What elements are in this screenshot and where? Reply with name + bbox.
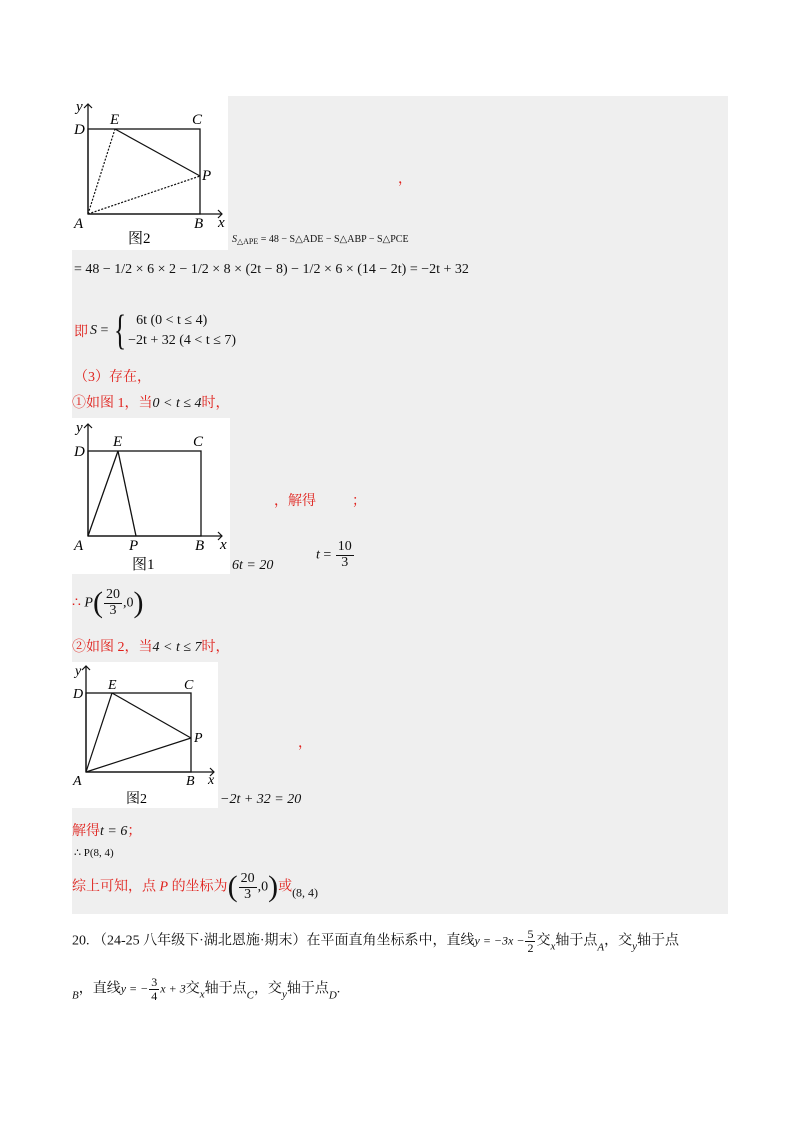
summary-prefix: 综上可知，点 xyxy=(72,879,156,895)
solve2-suffix: ； xyxy=(127,824,142,839)
piecewise-S: 即 S = { 6t (0 < t ≤ 4) −2t + 32 (4 < t ≤ 7) xyxy=(74,308,237,354)
figure-2-lower-diagram xyxy=(72,662,218,808)
figure-2-lower xyxy=(72,662,218,808)
therefore-symbol: ∴ xyxy=(72,595,81,611)
area-expansion xyxy=(74,262,469,278)
y-var-2: y xyxy=(281,988,287,1001)
case1-line xyxy=(72,392,230,412)
x-axis-at: 轴于点 xyxy=(555,933,598,949)
point-P-case2: ∴ P(8, 4) xyxy=(74,847,114,859)
summary-mid: 的坐标为 xyxy=(171,879,228,895)
cross-y-text-2: ，交 xyxy=(253,981,282,997)
point-a: A xyxy=(597,941,605,954)
problem-20-line-1 xyxy=(72,928,732,958)
x-var-2: x xyxy=(199,988,205,1001)
case2-condition: 4 < t ≤ 7 xyxy=(152,640,202,655)
solve2-prefix: 解得 xyxy=(72,824,100,839)
problem-number: 20. xyxy=(72,933,90,949)
equation-2: −2t + 32 = 20 xyxy=(220,792,302,807)
figure-2-top-diagram xyxy=(72,96,228,250)
y-axis-at: 轴于点 xyxy=(636,933,679,949)
label-C: C xyxy=(193,434,204,450)
label-y: y xyxy=(76,420,83,436)
point-b: B xyxy=(72,989,79,1002)
summary-point: P xyxy=(159,879,169,895)
label-B: B xyxy=(186,774,195,789)
case1-condition: 0 < t ≤ 4 xyxy=(152,396,202,411)
figure-1-diagram xyxy=(72,418,230,574)
solve2-value: t = 6 xyxy=(100,824,128,839)
line2-frac-den: 4 xyxy=(151,988,158,1003)
t-value-1: t = $\frac{10}{3}$ xyxy=(316,539,352,570)
label-A: A xyxy=(74,538,84,554)
label-A: A xyxy=(73,774,82,789)
piecewise-case-1: 6t (0 < t ≤ 4) xyxy=(136,312,208,328)
label-E: E xyxy=(110,112,120,128)
label-C: C xyxy=(184,678,194,693)
comma-red: ， xyxy=(398,172,412,187)
summary-x-num: 20 xyxy=(240,871,255,886)
summary-x-den: 3 xyxy=(244,886,252,902)
figure-caption: 图2 xyxy=(126,792,147,807)
piecewise-S-symbol: S xyxy=(90,323,97,338)
y-var: y xyxy=(632,940,637,953)
label-E: E xyxy=(113,434,123,450)
figure-caption: 图1 xyxy=(132,557,155,573)
label-P: P xyxy=(129,538,139,554)
line2-equation-a: y = − xyxy=(120,981,149,996)
area-formula xyxy=(232,234,409,246)
p1-x-den: 3 xyxy=(109,602,117,618)
line1-frac-num: 5 xyxy=(527,927,534,941)
label-B: B xyxy=(195,538,205,554)
area-expansion-text: = 48 − 1/2 × 6 × 2 − 1/2 × 8 × (2t − 8) − 1/2 × 6 × (14 − 2t) = −2t + 32 xyxy=(74,262,469,277)
label-C: C xyxy=(192,112,203,128)
problem-20-line-2 xyxy=(72,976,340,1002)
cross-y-text: ，交 xyxy=(604,933,633,949)
line1-frac-den: 2 xyxy=(527,940,534,955)
comma-red-2: ， xyxy=(298,736,312,751)
point-P-case1: ∴ P( $\frac{20}{3}$ ,0) xyxy=(72,586,144,620)
figure-2-top xyxy=(72,96,228,250)
case2-suffix: 时， xyxy=(201,640,230,655)
area-subscript: △APE xyxy=(237,237,259,246)
case2-label: ②如图 2，当 xyxy=(72,640,153,655)
label-y: y xyxy=(76,99,83,115)
label-A: A xyxy=(74,216,84,232)
label-P: P xyxy=(202,168,212,184)
case2-line xyxy=(72,636,230,656)
part3-heading: （3）存在， xyxy=(74,370,151,385)
p1-x-num: 20 xyxy=(105,587,120,602)
label-B: B xyxy=(194,216,204,232)
label-D: D xyxy=(73,687,84,702)
summary-line: 综上可知，点 P 的坐标为( $\frac{20}{3}$ ,0)或(8, 4) xyxy=(72,870,319,904)
case1-suffix: 时， xyxy=(201,396,230,411)
t-value-den: 3 xyxy=(341,554,349,570)
problem-source: （24-25 八年级下·湖北恩施·期末）在平面直角坐标系中，直线 xyxy=(93,933,475,949)
point-c: C xyxy=(246,989,254,1002)
label-E: E xyxy=(108,678,117,693)
end-period: . xyxy=(336,981,341,997)
figure-1 xyxy=(72,418,230,574)
label-x: x xyxy=(220,537,227,553)
line2-prefix: ，直线 xyxy=(78,981,121,997)
figure-caption: 图2 xyxy=(128,231,151,247)
x-var: x xyxy=(550,940,556,953)
summary-or: 或 xyxy=(278,879,293,895)
piecewise-prefix: 即 xyxy=(74,325,88,340)
label-x: x xyxy=(218,215,225,231)
label-x: x xyxy=(208,773,215,788)
summary-point-2: (8, 4) xyxy=(292,885,319,900)
case1-label: ①如图 1，当 xyxy=(72,396,153,411)
y-axis-at-2: 轴于点 xyxy=(286,981,329,997)
summary-y: 0 xyxy=(261,879,269,895)
label-D: D xyxy=(74,444,85,460)
line2-equation-b: x + 3 xyxy=(160,981,186,996)
area-formula-rhs: = 48 − S△ADE − S△ABP − S△PCE xyxy=(260,234,409,245)
solve-case2 xyxy=(72,820,141,840)
piecewise-case-2: −2t + 32 (4 < t ≤ 7) xyxy=(128,333,237,348)
p1-y: 0 xyxy=(126,595,134,611)
cross-x-text-2: 交 xyxy=(185,981,200,997)
equation-1: 6t = 20 xyxy=(232,558,274,573)
label-D: D xyxy=(74,122,85,138)
solve-semicolon: ； xyxy=(352,494,366,509)
area-symbol: S xyxy=(232,234,237,245)
x-axis-at-2: 轴于点 xyxy=(204,981,247,997)
cross-x-text: 交 xyxy=(536,933,551,949)
solve-text: ，解得 xyxy=(274,494,316,509)
line1-equation: y = −3x − xyxy=(474,933,525,948)
line2-frac-num: 3 xyxy=(151,975,158,989)
label-y: y xyxy=(75,664,82,679)
label-P: P xyxy=(194,731,203,746)
t-value-num: 10 xyxy=(337,539,352,554)
point-d: D xyxy=(328,989,337,1002)
